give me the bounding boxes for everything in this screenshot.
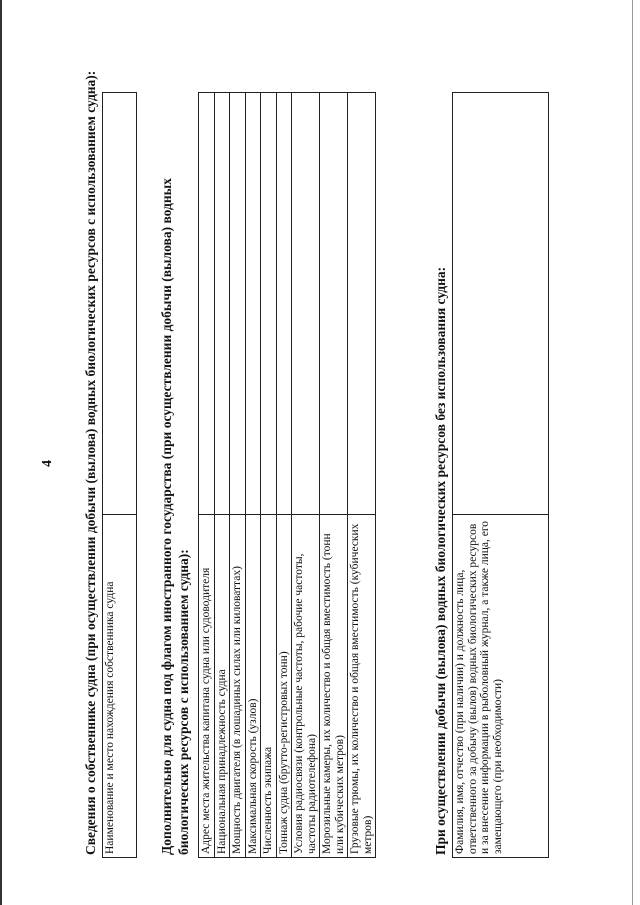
value-cell[interactable] xyxy=(103,93,137,515)
table-row xyxy=(214,93,230,858)
row-label: Численность экипажа xyxy=(261,515,277,858)
value-cell[interactable] xyxy=(245,93,261,515)
table-row xyxy=(103,93,137,858)
row-label: Национальная принадлежность судна xyxy=(214,515,230,858)
table-row xyxy=(320,93,348,858)
owner-table xyxy=(102,92,137,858)
table-row xyxy=(276,93,292,858)
table-row xyxy=(245,93,261,858)
row-label: Фамилия, имя, отчество (при наличии) и должность лица, ответственного за добычу (вылов) водных биологических ресурсов и за внесение информации в рыболовный журнал, а также лица, его замещающего (при необходимости) xyxy=(453,515,549,858)
value-cell[interactable] xyxy=(199,93,215,515)
value-cell[interactable] xyxy=(230,93,246,515)
value-cell[interactable] xyxy=(320,93,348,515)
section1-heading: Сведения о собственнике судна (при осуществлении добычи (вылова) водных биологических ресурсов с использованием судна): xyxy=(83,70,98,855)
foreign-vessel-table xyxy=(198,92,376,858)
section2-heading: Дополнительно для судна под флагом иностранного государства (при осуществлении добычи (вылова) водных биологических ресурсов с использованием судна): xyxy=(159,178,191,855)
row-label: Морозильные камеры, их количество и общая вместимость (тонн или кубических метров) xyxy=(320,515,348,858)
row-label: Условия радиосвязи (контрольные частоты, рабочие частоты, частоты радиотелефона) xyxy=(292,515,320,858)
value-cell[interactable] xyxy=(276,93,292,515)
value-cell[interactable] xyxy=(292,93,320,515)
table-row xyxy=(261,93,277,858)
section3-heading: При осуществлении добычи (вылова) водных биологических ресурсов без использования судна: xyxy=(433,266,448,855)
value-cell[interactable] xyxy=(261,93,277,515)
row-label: Тоннаж судна (брутто-регистровых тонн) xyxy=(276,515,292,858)
table-row xyxy=(453,93,549,858)
page-number: 4 xyxy=(40,460,55,467)
row-label: Максимальная скорость (узлов) xyxy=(245,515,261,858)
table-row xyxy=(348,93,376,858)
row-label: Наименование и место нахождения собственника судна xyxy=(103,515,137,858)
row-label: Мощность двигателя (в лошадиных силах или киловаттах) xyxy=(230,515,246,858)
no-vessel-table xyxy=(452,92,549,858)
row-label: Грузовые трюмы, их количество и общая вместимость (кубических метров) xyxy=(348,515,376,858)
table-row xyxy=(230,93,246,858)
value-cell[interactable] xyxy=(453,93,549,515)
table-row xyxy=(199,93,215,858)
value-cell[interactable] xyxy=(348,93,376,515)
row-label: Адрес места жительства капитана судна или судоводителя xyxy=(199,515,215,858)
table-row xyxy=(292,93,320,858)
value-cell[interactable] xyxy=(214,93,230,515)
